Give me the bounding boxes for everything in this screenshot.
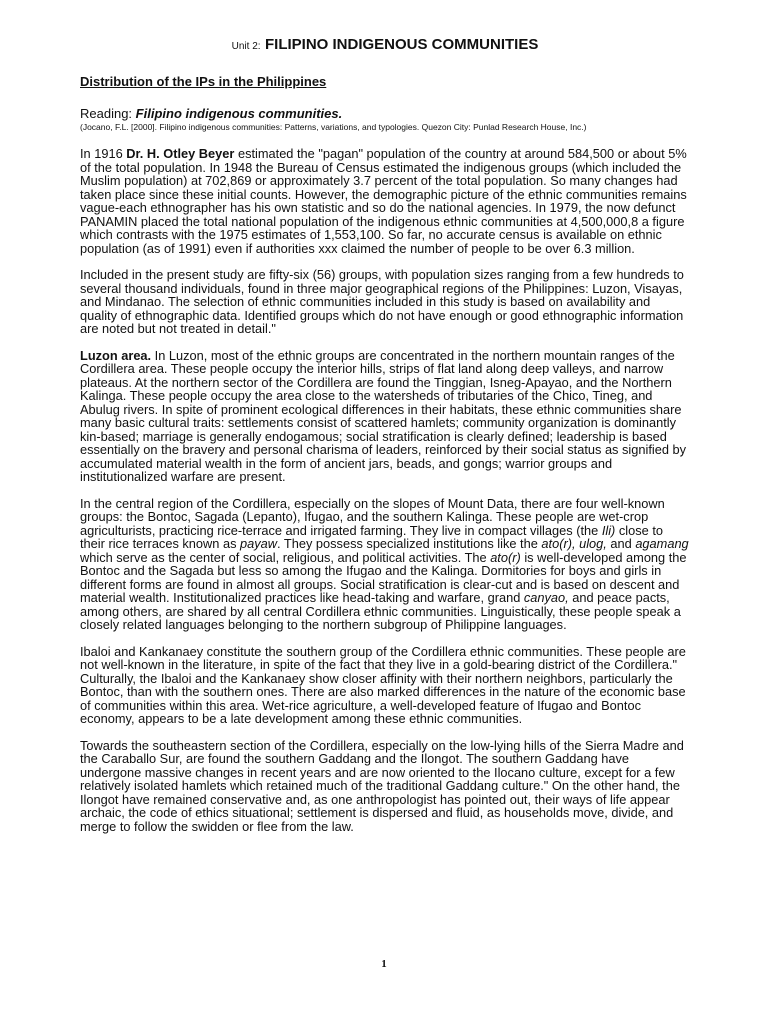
paragraph-population — [80, 147, 690, 255]
section-heading: Distribution of the IPs in the Philippines — [80, 74, 327, 89]
reading-citation: (Jocano, F.L. [2000]. Filipino indigenous communities: Patterns, variations, and typologies. Quezon City: Punlad Research House, Inc.) — [80, 122, 587, 132]
luzon-area-text: In Luzon, most of the ethnic groups are concentrated in the northern mountain ranges of the Cordillera area. These people occupy the interior hills, strips of flat land along deep valleys, and narrow plateaus. At the northern sector of the Cordillera are found the Tinggian, Isneg-Apayao, and the Northern Kalinga. These people occupy the area close to the watersheds of tributaries of the Chico, Tineg, and Abulug rivers. In spite of prominent ecological differences in their habitats, these ethnic communities share many basic cultural traits: settlements consist of scattered hamlets; community organization is dominantly kin-based; marriage is generally endogamous; social stratification is clearly defined; leadership is based essentially on the bravery and personal charisma of leaders, reinforced by their social status as signified by accumulated material wealth in the form of ancient jars, beads, and gongs; warrior groups and institutionalized warfare are present. — [80, 347, 687, 484]
reading-line — [80, 106, 690, 121]
paragraph-population-text: estimated the "pagan" population of the country at around 584,500 or about 5% of the total population. In 1948 the Bureau of Census estimated the indigenous groups (which included the Muslim population) at 702,869 or approximately 3.7 percent of the total population. So many changes had taken place since these initial counts. However, the demographic picture of the ethnic communities remains vague-each ethnographer has his own statistic and so do the national agencies. In 1979, the now defunct PANAMIN placed the total national population of the indigenous ethnic communities at 4,500,000,8 a figure which contrasts with the 1975 estimates of 1,553,100. So far, no accurate census is available on ethnic population (as of 1991) even if authorities xxx claimed the number of people to be over 6.3 million. — [80, 146, 687, 256]
paragraph-population-intro: In 1916 — [80, 146, 127, 161]
paragraph-southern-cordillera: Ibaloi and Kankanaey constitute the southern group of the Cordillera ethnic communities. These people are not well-known in the literature, in spite of the fact that they live in a gold-bearing district of the Cordillera." Culturally, the Ibaloi and the Kankanaey show closer affinity with their northern neighbors, particularly the Bontoc, than with the southern ones. There are also marked differences in the nature of the economic base of communities within this area. Wet-rice agriculture, a well-developed feature of Ifugao and Bontoc economy, appears to be a late development among these ethnic communities. — [80, 643, 686, 726]
paragraph-study-scope: Included in the present study are fifty-six (56) groups, with population sizes ranging from a few hundreds to several thousand individuals, found in three major geographical regions of the Philippines: Luzon, Visayas, and Mindanao. The selection of ethnic communities included in this study is based on availability and quality of ethnographic data. Identified groups which do not have enough or good ethnographic information are noted but not treated in detail." — [80, 267, 684, 336]
central-text-7: and peace pacts, among others, are shared by all central Cordillera ethnic communities. Linguistically, these people speak a closely related languages belonging to the northern subgroup of Philippine languages. — [80, 590, 681, 632]
paragraph-central-cordillera — [80, 497, 690, 632]
term-ator: ato(r) — [490, 549, 521, 565]
page-number: 1 — [381, 958, 387, 970]
reading-title: Filipino indigenous communities. — [135, 106, 343, 121]
paragraph-luzon-area — [80, 349, 690, 484]
term-canyao: canyao, — [523, 590, 569, 605]
central-text-4: and — [606, 536, 636, 551]
unit-label: Unit 2: — [231, 41, 261, 52]
unit-title: FILIPINO INDIGENOUS COMMUNITIES — [265, 36, 539, 53]
unit-header — [80, 36, 690, 54]
luzon-area-lead: Luzon area. — [80, 347, 152, 363]
term-ator-ulog: ato(r), ulog, — [541, 536, 607, 551]
term-agamang: agamang — [635, 536, 689, 551]
term-ili: Ili) — [601, 522, 616, 538]
central-text-1: In the central region of the Cordillera, especially on the slopes of Mount Data, there are four well-known groups: the Bontoc, Sagada (Lepanto), Ifugao, and the southern Kalinga. These people are wet-crop agriculturists, practicing rice-terrace and irrigated farming. They live in compact villages (the — [80, 495, 665, 538]
reading-label: Reading: — [80, 106, 133, 121]
beyer-name: Dr. H. Otley Beyer — [126, 146, 235, 161]
central-text-5: which serve as the center of social, religious, and political activities. The — [80, 549, 491, 565]
central-text-6: is well-developed among the Bontoc and the Sagada but less so among the Ifugao and the Kalinga. Dormitories for boys and girls in different forms are found in almost all groups. Social stratification is clear-cut and is based on descent and material wealth. Institutionalized practices like head-taking and warfare, grand — [80, 549, 687, 605]
document-page — [80, 36, 690, 846]
paragraph-southeastern-cordillera: Towards the southeastern section of the Cordillera, especially on the low-lying hills of the Sierra Madre and the Caraballo Sur, are found the southern Gaddang and the Ilongot. The southern Gaddang have undergone massive changes in recent years and are now oriented to the Ilocano culture, except for a few relatively isolated hamlets which retained much of the traditional Gaddang culture." On the other hand, the Ilongot have remained conservative and, as one anthropologist has pointed out, their ways of life appear archaic, the code of ethics situational; settlement is dispersed and fluid, as households move, divide, and merge to follow the swidden or flee from the law. — [80, 737, 684, 834]
term-payaw: payaw — [240, 536, 278, 551]
central-text-3: . They possess specialized institutions like the — [277, 536, 542, 551]
central-text-2: close to their rice terraces known as — [80, 522, 663, 551]
